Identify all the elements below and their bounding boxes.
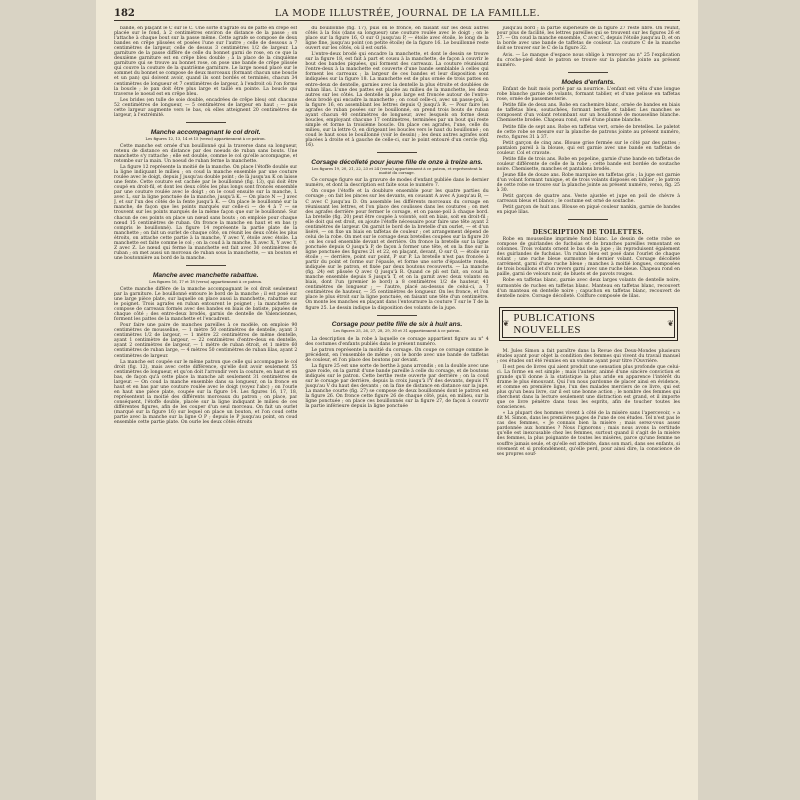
- figure-note: Les figures 12, 13, 14 et 15 (verso) appartiennent à ce patron.: [145, 135, 266, 141]
- banner-title: PUBLICATIONS NOUVELLES: [513, 311, 596, 336]
- publications-banner: [499, 307, 678, 341]
- divider: [377, 315, 417, 316]
- editor-notice: Avis. — Le manque d'espace nous oblige à renvoyer au n° 25 l'explication du croche-pied dont le patron se trouve sur la planche jointe au présent numéro.: [496, 53, 680, 69]
- section-heading: DESCRIPTION DE TOILETTES.: [532, 228, 644, 237]
- divider: [377, 152, 417, 153]
- running-head: LA MODE ILLUSTRÉE, JOURNAL DE LA FAMILLE.: [274, 7, 540, 19]
- paragraph: Cette manche diffère de la manche accompagnant le col droit seulement par la garniture. Le bouillonné entoure le bord de la manche ; il est posé sur une large pièce plate, sur laquelle on place aussi la manchette, rabattue sur le poignet. Trois agrafes en ruban entourent le poignet ; la manchette se compose de carreaux formés avec des bandes en biais de batiste, piquées de chaque côté ; des entre-deux brodés, garnis de dentelle de Valenciennes, forment les pattes de la manchette et l'encadrent.: [114, 286, 298, 323]
- column-2: [305, 26, 488, 794]
- ornament-left-icon: ❦: [502, 319, 510, 329]
- paragraph: Il est peu de livres qui aient produit une sensation plus profonde que celui-ci. La forme en est simple ; mais l'auteur, animé d'une sincère conviction et grande qu'il donne à la statistique la plus aride en apparence l'intérêt du drame le plus émouvant. Qui l'on nous pardonne de placer ainsi en évidence, et comme en première ligne, l'un des malades merciers de ce livre, qui est plus qu'un beau livre, car il est une bonne action ; le nombre des femmes qui cherchent dans la lecture seulement une distraction est grand, et il importe que ce livre pénètre dans tous les esprits, afin de toucher toutes les consciences.: [496, 364, 680, 411]
- column-1: [114, 26, 297, 794]
- page-number: 182: [114, 7, 135, 19]
- paragraph: bande, en plaçant le C sur le C. Une sorte d'agrafe ou de patte en crêpe est placée sur le fond, à 2 centimètres environ de distance de la passe ; on l'attache à chaque bout sur la passe même. Cette agrafe se compose de deux bandes en crêpe plissées et posées l'une sur l'autre ; celle de dessous a 7 centimètres de largeur, celle de dessus 3 centimètres 1/2 de largeur. La garniture de la passe diffère de celle du bonnet garni de rose, en ce que la deuxième garniture est en crêpe bleu double ; à la place de la cinquième garniture qui se trouve au bonnet rose, on pose une bande de crêpe plissée qui couvre la couture de la quatrième garniture. Le large noeud placé sur le sommet du bonnet se compose de deux morceaux (formant chacun une boucle et un pan) qui doivent avoir, quand ils sont bordés et terminés, chacun 34 centimètres de longueur et 7 centimètres de largeur, à l'endroit où l'on forme la boucle ; le pan doit être plus large et taillé en pointe. La boucle qui traverse le noeud est en crêpe bleu.: [114, 26, 298, 97]
- paragraph: La figure 12 représente la moitié de la manche. On place l'étoffe double sur la ligne indiquant le milieu ; on coud la manche ensemble par une couture roulée avec le doigt, depuis J jusqu'au double point ; de là jusqu'au K on laisse une fente. Cette couture est cachée par le bouillonné (fig. 13), qui doit être coupé en droit-fil, et dont les deux côtés les plus longs sont froncés ensemble par une couture roulée avec le doigt ; on le coud ensuite sur la manche, L avec L, sur la ligne ponctuée de la manche, jusqu'à K. — On place N — J avec J, et sur l'un des côtés de la fente jusqu'à K. — On place le bouillonné sur la manche, de façon que les points marqués sur celle-ci — de 4 à 7 — se trouvent sur les points marqués de la même façon que sur le bouillonné. Sur chacun de ces points on place un nœud sans bouts ; on emploie pour chaque nœud 15 centimètres de ruban. On fronce la manche en haut et en bas (y compris le bouillonné). La figure 14 représente la partie plate de la manchette ; on fait un ourlet de chaque côté, on réunit les deux côtés les plus étroits, on attache cette partie à la manche, Y avec Y, étoile avec étoile. La manchette est faite comme le col ; on la coud à la manche, X avec X, Y avec Y, Z avec Z. Le nœud qui ferme la manchette est fait avec 30 centimètres de ruban ; on met aussi un morceau de ruban sous la manchette, — un bouton et une boutonnière au bord de la manche.: [114, 165, 298, 261]
- section-heading: Manche accompagnant le col droit.: [150, 128, 261, 136]
- paragraph: « La plupart des hommes vivent à côté de la misère sans l'apercevoir, » a dit M. Simon, dans les premières pages de l'une de ces études. Tel n'est pas le cas des femmes, « Je connais bien la misère ; mais serez-vous assez pardonnée aux hommes ? Nous l'ignorons ; mais nous avons la certitude qu'elle est inexcusable chez les femmes, surtout quand il s'agit de la misère des femmes, la plus poignante de toutes les misères, parce qu'une femme ne souffre jamais seule, et qu'elle est atteinte, dans son mari, dans ses enfants, si vivement et si profondément, qu'elle perd, pour ainsi dire, la conscience de ses propres souf-: [496, 411, 680, 457]
- paragraph: Robe en mousseline imprimée fond blanc. Le dessin de cette robe se compose de guirlandes de fuchsias et de branches pareilles remontant en colonnes. Trois volants ornent le bas de la jupe ; ils reproduisent également des guirlandes de fuchsias. Un ruban bleu est posé dans l'ourlet de chaque volant ; une ruche bleue surmonte le dernier volant. Corsage décolleté carrément, garni d'une ruche bleue ; manches à moitié longues, composées de trois bouillons et d'un revers garni avec une ruche bleue. Chapeau rond en paille, garni de velours noir, de bluets et de pavots rouges.: [496, 237, 680, 278]
- ornament-right-icon: ❦: [667, 319, 674, 329]
- text-columns: [114, 26, 680, 794]
- column-3: [497, 26, 680, 794]
- paragraph: Les brides (en tulle de soie double, encadrées de crêpe bleu) ont chacune 52 centimètres de longueur, — 5 centimètres de largeur en haut ; — puis cette largeur augmente vers le bas, où elles atteignent 20 centimètres de largeur, à l'extrémité.: [114, 97, 298, 118]
- journal-page: [96, 0, 698, 800]
- paragraph: M. Jules Simon a fait paraître dans la Revue des Deux-Mondes plusieurs études ayant pour objet la condition des femmes qui vivent du travail manuel ; ces études ont été réunies en un volume ayant pour titre l'Ouvrière.: [496, 348, 680, 364]
- paragraph: La manche est coupée sur le même patron que celle qui accompagne le col droit (fig. 12), mais avec cette différence, qu'elle doit avoir seulement 55 centimètres de longueur, et qu'on doit l'arrondir vers la couture, en haut et en bas, de façon qu'à cette place la manche ait seulement 31 centimètres de largeur. — On coud la manche ensemble dans sa longueur, on la fronce en haut et en bas par une couture roulée avec le doigt (voyez l'abc) ; on l'ourle en haut une pièce plate, coupée sur la figure 14. Les figures 16, 17, 18, représentent la moitié des différents morceaux du patron ; on place, par conséquent, l'étoffe double, placée sur la ligne indiquant le milieu de ces différentes figures, afin de les couper d'un seul morceau. On fait un ourlet (marqué sur la figure 16) sur lequel on place un bouton, et l'on coud cette partie avec la manche sur la ligne O P ; depuis le P jusqu'au point, on coud ensemble cette partie plate. On ourle les deux côtés étroits: [114, 359, 298, 426]
- figure-note: Les figures 16, 17 et 18 (verso) appartiennent à ce patron.: [149, 278, 263, 284]
- paragraph: Petit garçon de quatre ans. Veste ajustée et jupe en poil de chèvre à carreaux bleus et blancs ; le costume est orné de soutache.: [496, 194, 680, 205]
- divider: [186, 265, 226, 266]
- paragraph: L'entre-deux brodé qui encadre la manchette, et dont le dessin se trouve sur la figure 18, est fait à part et cousu à la manchette, de façon à couvrir le bout des bandes piquées, qui forment des carreaux. La couture réunissant l'entre-deux à la manchette est couverte d'une bande semblable à celles qui forment les carreaux ; la largeur de ces bandes et leur disposition sont indiquées sur la figure 18. La manchette est de plus ornée de trois pattes en entre-deux de dentelle, garnies avec la dentelle la plus étroite et doublées de ruban lilas. L'une des pattes est placée au milieu de la manchette, les deux autres sur les côtés. La dentelle la plus large est froncée autour de l'entre-deux brodé qui encadre la manchette ; on coud celle-ci, avec un passe-poil, à la figure 16, en assemblant les lettres depuis Q jusqu'à R. — Pour faire les agrafes de ruban posées sur le bouillonné, on prend trois bouts de ruban ayant chacun 40 centimètres de longueur, avec lesquels on forme deux boucles, employant chacune 17 centimètres, terminées par un bout qui reste simple et forme la troisième boucle. On place ces agrafes, l'une, celle du milieu, sur la lettre O, en dirigeant les boucles vers le haut du bouillonné ; on coud le haut sous le bouillonné (voir le dessin) ; les deux autres agrafes sont placées à droite et à gauche de celle-ci, sur le point entouré d'un cercle (fig. 16).: [305, 52, 489, 149]
- paragraph: Petite fille de sept ans. Robe en taffetas vert, ornée de bretelles. Le paletot de cette robe se mesure sur la planche de patrons jointe au présent numéro, recto, figures 31 à 37.: [496, 124, 680, 140]
- paragraph: du bouillonné (fig. 17), puis on le fronce, en faisant sur les deux autres côtés à la fois (dans sa longueur) une couture roulée avec le doigt ; on le place sur la figure 16, O sur O jusqu'au P, — étoile avec étoile, le long de la ligne fine, jusqu'au point (on petite étoile) de la figure 16. Le bouillonné reste ouvert sur les côtés, où il est ourlé.: [305, 26, 489, 52]
- divider: [568, 219, 608, 220]
- paragraph: Petite fille de trois ans. Robe en popeline, garnie d'une bande en taffetas de couleur différente de celle de la robe ; cette bande est bordée de soutache noire. Chemisette, manches et pantalons brodés.: [496, 156, 680, 172]
- paragraph: Petite fille de deux ans. Robe en cachemire blanc, ornée de bandes en biais de taffetas bleu, soutachées, formant berthe et tablier. Les manches se composent d'un volant retombant sur un bouillonné de mousseline blanche. Chemisette brodée. Chapeau rond, orné d'une plume blanche.: [496, 103, 680, 124]
- banner-frame: [502, 310, 675, 338]
- paragraph: La figure 25 est une sorte de berthe à pans arrondis ; on la double avec une gaze roide, on la garnit d'une bande pareille à celle du corsage, et de boutons indiqués sur le patron. Cette berthe reste ouverte par derrière ; on la coud sur le corsage par derrière, depuis la croix jusqu'à l'Y des devants, depuis l'Y jusqu'au V du haut des devants ; on la fixe de distance en distance sur la jupe. La manche courte (fig. 27) se compose de deux bouillonnés dont le patron est la figure 26. On fronce cette figure 26 de chaque côté, puis, en milieu, sur la ligne ponctuée ; on place ces bouillonnés sur la figure 27, de façon à couvrir la partie inférieure depuis la ligne ponctuée: [305, 363, 489, 410]
- section-heading: Manche avec manchette rabattue.: [152, 271, 259, 279]
- figure-note: Les figures 19, 20, 21, 22, 23 et 24 (verso) appartiennent à ce patron, et représentent la moitié du corsage.: [311, 165, 483, 176]
- paragraph: Ce corsage figure sur la gravure de modes d'enfant publiée dans le dernier numéro, et dont la description est faite sous le numéro 7.: [305, 178, 489, 189]
- paragraph: Pour faire une paire de manches pareilles à ce modèle, on emploie 90 centimètres de mousseline, — 1 mètre 50 centimètres de dentelle, ayant 3 centimètres 1/2 de largeur, — 1 mètre 22 centimètres de même dentelle, ayant 1 centimètre de largeur, — 22 centimètres d'entre-deux en dentelle, ayant 2 centimètres de largeur, — 1 mètre de ruban étroit, et 1 mètre 60 centimètres de ruban large, — 4 mètres 50 centimètres de ruban lilas, ayant 2 centimètres de largeur.: [114, 323, 298, 359]
- paragraph: Petit garçon de huit ans. Blouse en piqué couleur nankin, garnie de bandes en piqué lilas.: [496, 205, 680, 216]
- paragraph: Petit garçon de cinq ans. Blouse grise fermée sur le côté par des pattes ; pantalon pareil à la blouse, qui est garnie avec une bande en taffetas de couleur. Col et cravate.: [496, 140, 680, 156]
- paragraph: On coupe l'étoffe et la doublure ensemble pour les quatre parties du corsage ; on fait les pinces sur les devants, en cousant A avec A jusqu'au B, — C avec C jusqu'au D. On assemble les différents morceaux du corsage en réunissant les lettres, et l'on place des coulisses dans les coutures ; on met des agrafes derrière pour fermer le corsage, et on passe-poil à chaque bord. La bretelle (fig. 20) peut être coupée à volonté, soit en biais, soit en droit-fil ; elle doit qui est droit, on ajoute l'étoffe nécessaire pour faire une tête ayant 2 centimètres de largeur. On garnit le bord de la bretelle d'un ourlet, — et d'un liséré, — on fixe un biais en taffetas de couleur ; cet arrangement dépend de celui de la robe. On met sur le corsage deux bretelles coupées sur la figure 20 ; on les coud ensemble devant et derrière. On fronce la bretelle sur la ligne ponctuée depuis O jusqu'à P, de façon à former une tête, et on la fixe sur la ligne ponctuée des figures 21 et 22, en plaçant, devant, O sur O, — étoile sur étoile ; — derrière, point sur point, P sur P. La bretelle n'est pas froncée à partir du point et forme sur l'épaule, et forme une sorte d'épaulette ronde, indiquée sur le patron, et fixée par deux boutons recouverts. — La manche (fig. 24) est plissée Q avec Q jusqu'à R. Quand ce pli est fait, on coud la manche ensemble depuis S jusqu'à T, et on la garnit avec deux volants en biais, dont l'un (premier le bord) a 8 centimètres 1/2 de hauteur, 41 centimètres de longueur ; — l'autre, placé au-dessus de celui-ci, a 7 centimètres de hauteur, — 35 centimètres de longueur. On les fronce, et l'on place le plus étroit sur la ligne ponctuée, en faisant une tête d'un centimètre. On monte les manches en plaçant dans l'entournure la couture T sur le T de la figure 25. Le dessin indique la disposition des volants de la jupe.: [305, 189, 489, 311]
- paragraph: jusqu'au bord ; la partie supérieure de la figure 27 reste libre. On réunit, pour plus de facilité, les lettres pareilles qui se trouvent sur les figures 26 et 27. — On coud la manche ensemble, C avec C, depuis l'étoile jusqu'au D, et on la borde avec une bande de taffetas de couleur. La couture C de la manche doit se trouver sur le C de la figure 32.: [496, 26, 680, 52]
- section-heading: Corsage décolleté pour jeune fille de onze à treize ans.: [311, 158, 483, 166]
- paragraph: Enfant de huit mois porté par sa nourrice. L'enfant est vêtu d'une longue robe blanche garnie de volants, formant tablier, et d'une pelisse en taffetas rose, ornée de passementerie.: [496, 87, 680, 103]
- paragraph: Cette manche est ornée d'un bouillonné qui la traverse dans sa longueur, retenu de distance en distance par des noeuds de ruban sans bouts. Une manchette s'y rattache ; elle est double, comme le col qu'elle accompagne, et retombe sur la main. Un noeud de ruban ferme la manchette.: [114, 143, 298, 164]
- paragraph: Robe en taffetas blanc, garnie avec deux larges volants de dentelle noire, surmontés de ruches en taffetas blanc. Manteau en taffetas blanc, recouvert d'un manteau en dentelle noire ; capuchon en taffetas blanc, recouvert de dentelle noire. Corsage décolleté. Coiffure composée de lilas.: [496, 278, 680, 299]
- paragraph: Jeune fille de douze ans. Robe marquise en taffetas gris ; la jupe est garnie d'un volant formant tunique, et de trois volants disposés en tablier ; le patron de cette robe se trouve sur la planche jointe au présent numéro, verso, fig. 25 à 30.: [496, 172, 680, 194]
- section-heading: Corsage pour petite fille de six à huit ans.: [331, 321, 463, 329]
- divider: [186, 122, 226, 123]
- figure-note: Les figures 25, 26, 27, 28, 29, 30 et 31 appartiennent à ce patron.: [333, 328, 461, 334]
- paragraph: Le patron représente la moitié du corsage. On coupe ce corsage comme le précédent, en l'ensemble de même ; on le borde avec une bande de taffetas de couleur, et l'on place des boutons par devant.: [305, 347, 489, 363]
- paragraph: La description de la robe à laquelle ce corsage appartient figure au n° 4 des costumes d'enfants publiés dans le présent numéro.: [305, 336, 489, 347]
- divider: [568, 72, 608, 73]
- page-header: [114, 6, 680, 21]
- section-heading: Modes d'enfants.: [561, 79, 616, 87]
